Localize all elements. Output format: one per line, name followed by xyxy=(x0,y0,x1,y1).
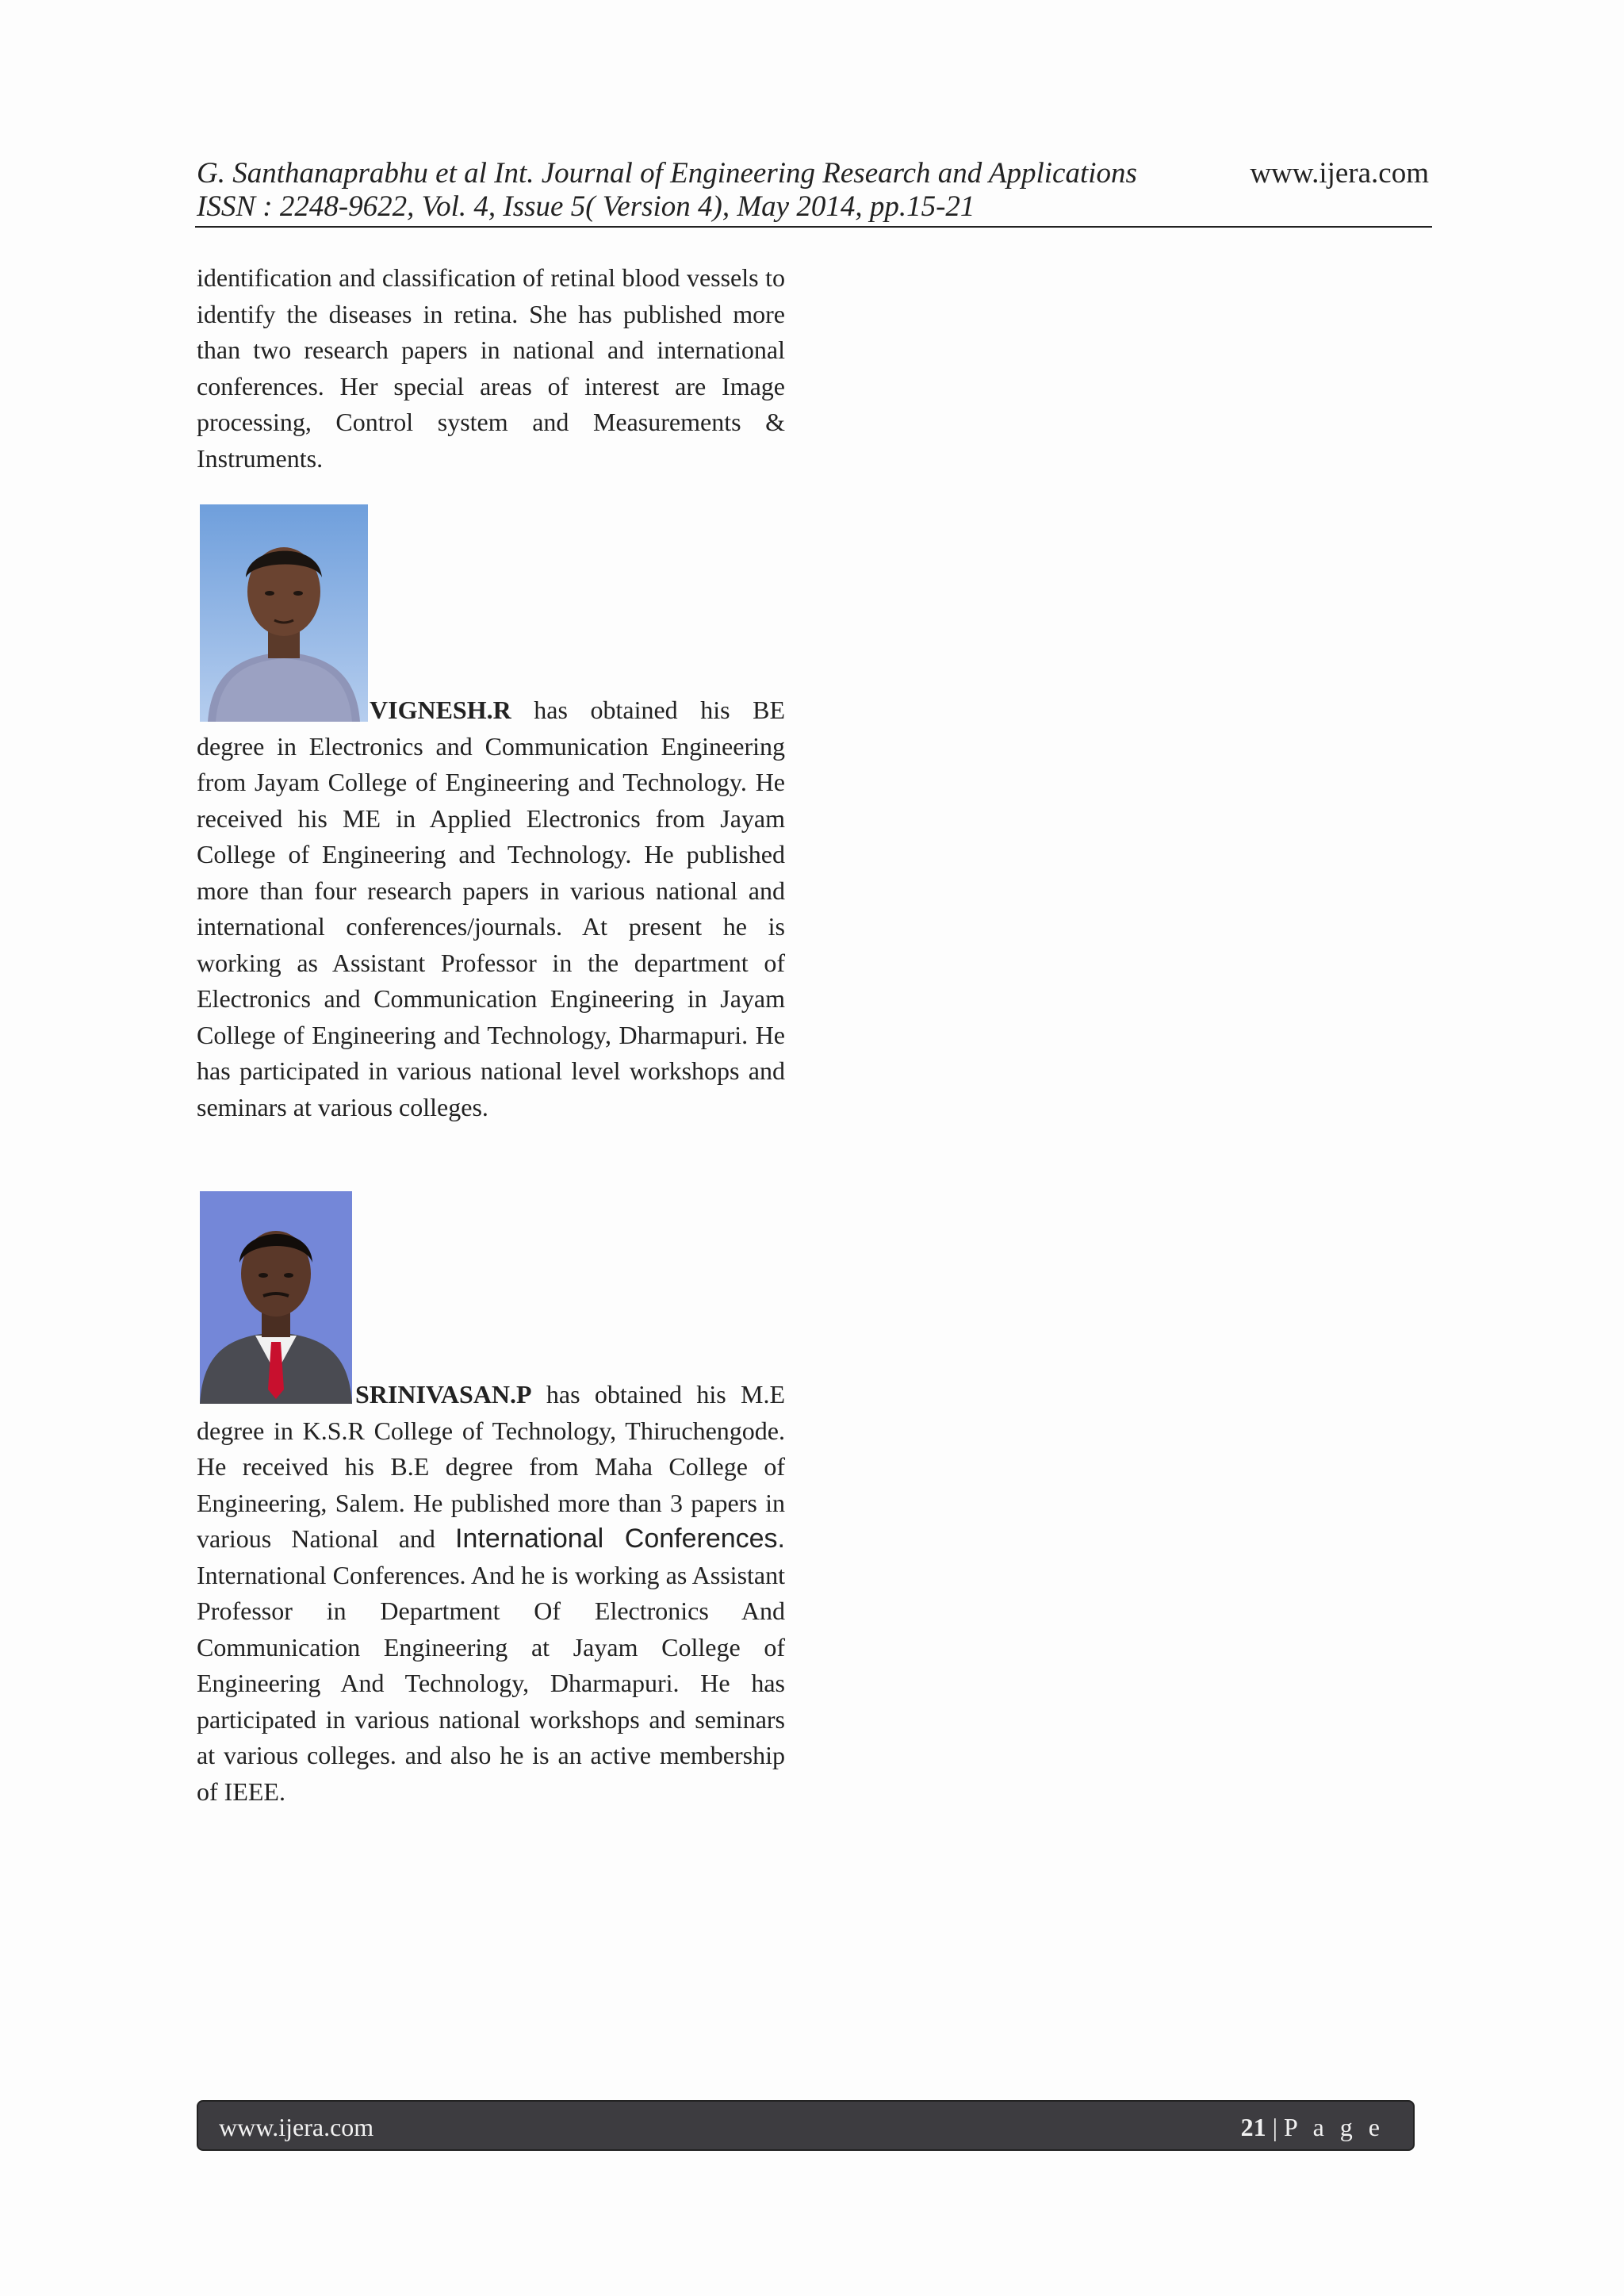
portrait-icon xyxy=(200,1191,352,1404)
page-number-label xyxy=(1241,2111,1385,2143)
header-divider xyxy=(195,226,1432,228)
page-footer xyxy=(197,2100,1415,2151)
bio-text-srinivasan-part1: has obtained his M.E degree in K.S.R College of Technology, Thiruchengode. He received his B.E degree from Maha College of Engineering, Salem. He published more than 3 papers in various National and xyxy=(197,1380,785,1553)
page-word: P a g e xyxy=(1283,2113,1385,2141)
journal-citation: G. Santhanaprabhu et al Int. Journal of Engineering Research and Applications xyxy=(197,157,1137,190)
intro-paragraph: identification and classification of retinal blood vessels to identify the diseases in retina. She has published more than two research papers in national and international conferences. Her special areas of interest are Image processing, Control system and Measurements & Instruments. xyxy=(197,263,785,473)
author-photo-vignesh xyxy=(200,504,368,722)
footer-website-link[interactable]: www.ijera.com xyxy=(219,2113,374,2141)
author-name-vignesh: VIGNESH.R xyxy=(370,696,511,724)
bio-text-vignesh: has obtained his BE degree in Electronics and Communication Engineering from Jayam College of Engineering and Technology. He received his ME in Applied Electronics from Jayam College of Engineering and Technology. He published more than four research papers in various national and international conferences/journals. At present he is working as Assistant Professor in the department of Electronics and Communication Engineering in Jayam College of Engineering and Technology, Dharmapuri. He has participated in various national level workshops and seminars at various colleges. xyxy=(197,696,785,1121)
author-photo-srinivasan xyxy=(200,1191,352,1404)
portrait-icon xyxy=(200,504,368,722)
bio-vignesh xyxy=(197,692,785,1125)
bio-text-srinivasan-large: International Conferences. xyxy=(455,1524,785,1554)
header-website-link[interactable]: www.ijera.com xyxy=(1250,157,1429,190)
page-number: 21 xyxy=(1240,2113,1266,2141)
bio-text-srinivasan-part2: International Conferences. And he is working as Assistant Professor in Department Of Electronics And Communication Engineering at Jayam College of Engineering And Technology, Dharmapuri. He has participated in various national workshops and seminars at various colleges. and also he is an active membership of IEEE. xyxy=(197,1560,785,1806)
bio-srinivasan xyxy=(197,1377,785,1810)
intro-section xyxy=(197,260,785,477)
issn-line: ISSN : 2248-9622, Vol. 4, Issue 5( Version 4), May 2014, pp.15-21 xyxy=(197,190,975,223)
author-name-srinivasan: SRINIVASAN.P xyxy=(355,1380,532,1409)
page-separator: | xyxy=(1272,2113,1277,2141)
